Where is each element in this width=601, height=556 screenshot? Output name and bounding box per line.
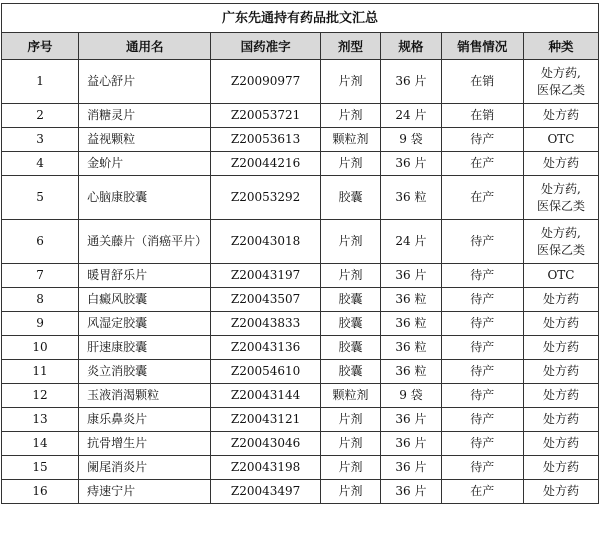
cell-type-line: 处方药 <box>542 460 579 474</box>
cell-code: Z20043497 <box>211 480 320 504</box>
header-name: 通用名 <box>79 33 211 60</box>
table-row <box>2 384 599 408</box>
cell-code: Z20043121 <box>211 408 320 432</box>
drug-approval-table-container <box>1 3 599 504</box>
cell-status: 待产 <box>441 360 523 384</box>
cell-type-line: 处方药 <box>542 412 579 426</box>
cell-type-line: 处方药, <box>541 225 581 240</box>
cell-type-line: 处方药 <box>542 108 579 122</box>
header-form: 剂型 <box>320 33 380 60</box>
drug-approval-table <box>1 3 599 504</box>
cell-code: Z20043136 <box>211 336 320 360</box>
cell-code: Z20090977 <box>211 60 320 104</box>
table-row <box>2 104 599 128</box>
cell-type <box>523 360 598 384</box>
cell-type <box>523 456 598 480</box>
cell-type <box>523 288 598 312</box>
cell-seq: 4 <box>2 152 79 176</box>
cell-form: 片剂 <box>320 432 380 456</box>
cell-code: Z20053613 <box>211 128 320 152</box>
table-row <box>2 312 599 336</box>
cell-status: 待产 <box>441 288 523 312</box>
cell-form: 片剂 <box>320 264 380 288</box>
cell-name: 肝速康胶囊 <box>79 336 211 360</box>
cell-status: 在销 <box>441 60 523 104</box>
cell-type <box>523 128 598 152</box>
cell-type-line: OTC <box>547 268 575 282</box>
table-row <box>2 220 599 264</box>
table-row <box>2 432 599 456</box>
cell-name: 抗骨增生片 <box>79 432 211 456</box>
cell-type-line: 处方药 <box>542 388 579 402</box>
cell-name: 金蚧片 <box>79 152 211 176</box>
cell-code: Z20043507 <box>211 288 320 312</box>
cell-seq: 13 <box>2 408 79 432</box>
header-status: 销售情况 <box>441 33 523 60</box>
cell-seq: 14 <box>2 432 79 456</box>
table-row <box>2 288 599 312</box>
cell-code: Z20054610 <box>211 360 320 384</box>
cell-spec: 36 粒 <box>381 288 441 312</box>
table-row <box>2 408 599 432</box>
cell-seq: 5 <box>2 176 79 220</box>
cell-type-line: 处方药 <box>542 292 579 306</box>
cell-status: 在销 <box>441 104 523 128</box>
title-row <box>2 4 599 33</box>
cell-code: Z20053292 <box>211 176 320 220</box>
cell-name: 心脑康胶囊 <box>79 176 211 220</box>
table-row <box>2 456 599 480</box>
cell-code: Z20043046 <box>211 432 320 456</box>
cell-seq: 16 <box>2 480 79 504</box>
cell-seq: 1 <box>2 60 79 104</box>
cell-spec: 24 片 <box>381 104 441 128</box>
cell-type-line: 处方药 <box>542 436 579 450</box>
cell-type <box>523 264 598 288</box>
table-row <box>2 60 599 104</box>
cell-code: Z20043198 <box>211 456 320 480</box>
cell-code: Z20044216 <box>211 152 320 176</box>
cell-spec: 36 粒 <box>381 312 441 336</box>
header-seq: 序号 <box>2 33 79 60</box>
header-code: 国药准字 <box>211 33 320 60</box>
cell-form: 片剂 <box>320 152 380 176</box>
cell-spec: 9 袋 <box>381 128 441 152</box>
cell-spec: 36 片 <box>381 264 441 288</box>
table-row <box>2 480 599 504</box>
cell-spec: 36 片 <box>381 432 441 456</box>
cell-form: 片剂 <box>320 220 380 264</box>
cell-type-line: 处方药 <box>542 364 579 378</box>
cell-code: Z20043197 <box>211 264 320 288</box>
cell-form: 胶囊 <box>320 360 380 384</box>
cell-status: 待产 <box>441 336 523 360</box>
cell-code: Z20043144 <box>211 384 320 408</box>
cell-seq: 12 <box>2 384 79 408</box>
cell-form: 胶囊 <box>320 176 380 220</box>
cell-spec: 36 粒 <box>381 360 441 384</box>
cell-code: Z20043833 <box>211 312 320 336</box>
cell-code: Z20043018 <box>211 220 320 264</box>
cell-seq: 15 <box>2 456 79 480</box>
cell-form: 片剂 <box>320 60 380 104</box>
cell-status: 待产 <box>441 264 523 288</box>
cell-status: 待产 <box>441 220 523 264</box>
table-row <box>2 264 599 288</box>
cell-type <box>523 384 598 408</box>
cell-status: 在产 <box>441 152 523 176</box>
cell-form: 胶囊 <box>320 288 380 312</box>
cell-seq: 2 <box>2 104 79 128</box>
cell-spec: 36 片 <box>381 152 441 176</box>
cell-type-line: 处方药 <box>542 484 579 498</box>
cell-status: 待产 <box>441 432 523 456</box>
cell-code: Z20053721 <box>211 104 320 128</box>
cell-type-line: 医保乙类 <box>536 198 585 213</box>
cell-spec: 9 袋 <box>381 384 441 408</box>
cell-type <box>523 104 598 128</box>
cell-type <box>523 480 598 504</box>
cell-spec: 24 片 <box>381 220 441 264</box>
cell-type <box>523 220 598 264</box>
cell-status: 待产 <box>441 128 523 152</box>
cell-status: 在产 <box>441 176 523 220</box>
cell-seq: 9 <box>2 312 79 336</box>
table-row <box>2 128 599 152</box>
cell-spec: 36 片 <box>381 408 441 432</box>
cell-name: 阑尾消炎片 <box>79 456 211 480</box>
cell-name: 康乐鼻炎片 <box>79 408 211 432</box>
cell-status: 待产 <box>441 384 523 408</box>
cell-spec: 36 片 <box>381 60 441 104</box>
cell-seq: 8 <box>2 288 79 312</box>
cell-status: 在产 <box>441 480 523 504</box>
cell-form: 颗粒剂 <box>320 384 380 408</box>
header-type: 种类 <box>523 33 598 60</box>
cell-type <box>523 176 598 220</box>
cell-form: 片剂 <box>320 408 380 432</box>
cell-seq: 6 <box>2 220 79 264</box>
cell-seq: 11 <box>2 360 79 384</box>
cell-form: 片剂 <box>320 104 380 128</box>
cell-spec: 36 片 <box>381 480 441 504</box>
cell-name: 炎立消胶囊 <box>79 360 211 384</box>
cell-form: 胶囊 <box>320 336 380 360</box>
cell-spec: 36 片 <box>381 456 441 480</box>
cell-form: 胶囊 <box>320 312 380 336</box>
table-row <box>2 360 599 384</box>
table-row <box>2 152 599 176</box>
cell-name: 益心舒片 <box>79 60 211 104</box>
table-row <box>2 176 599 220</box>
cell-spec: 36 粒 <box>381 336 441 360</box>
cell-type <box>523 312 598 336</box>
cell-seq: 3 <box>2 128 79 152</box>
cell-type <box>523 432 598 456</box>
cell-status: 待产 <box>441 456 523 480</box>
cell-type-line: OTC <box>547 132 575 146</box>
cell-seq: 10 <box>2 336 79 360</box>
header-spec: 规格 <box>381 33 441 60</box>
cell-type <box>523 336 598 360</box>
table-title: 广东先通持有药品批文汇总 <box>2 4 599 33</box>
cell-type-line: 处方药 <box>542 340 579 354</box>
cell-type-line: 医保乙类 <box>536 242 585 257</box>
cell-type-line: 处方药 <box>542 156 579 170</box>
cell-spec: 36 粒 <box>381 176 441 220</box>
cell-type <box>523 60 598 104</box>
cell-form: 片剂 <box>320 480 380 504</box>
cell-status: 待产 <box>441 312 523 336</box>
cell-type-line: 处方药, <box>541 65 581 80</box>
cell-name: 痔速宁片 <box>79 480 211 504</box>
cell-seq: 7 <box>2 264 79 288</box>
cell-type-line: 医保乙类 <box>536 82 585 97</box>
header-row <box>2 33 599 60</box>
cell-name: 玉液消渴颗粒 <box>79 384 211 408</box>
cell-form: 片剂 <box>320 456 380 480</box>
cell-type <box>523 408 598 432</box>
cell-type <box>523 152 598 176</box>
cell-type-line: 处方药 <box>542 316 579 330</box>
cell-name: 消糖灵片 <box>79 104 211 128</box>
cell-form: 颗粒剂 <box>320 128 380 152</box>
table-row <box>2 336 599 360</box>
cell-name: 益视颗粒 <box>79 128 211 152</box>
cell-status: 待产 <box>441 408 523 432</box>
cell-name: 暖胃舒乐片 <box>79 264 211 288</box>
cell-name: 白癜风胶囊 <box>79 288 211 312</box>
cell-type-line: 处方药, <box>541 181 581 196</box>
cell-name: 通关藤片（消癌平片） <box>79 220 211 264</box>
table-body <box>2 60 599 504</box>
cell-name: 风湿定胶囊 <box>79 312 211 336</box>
